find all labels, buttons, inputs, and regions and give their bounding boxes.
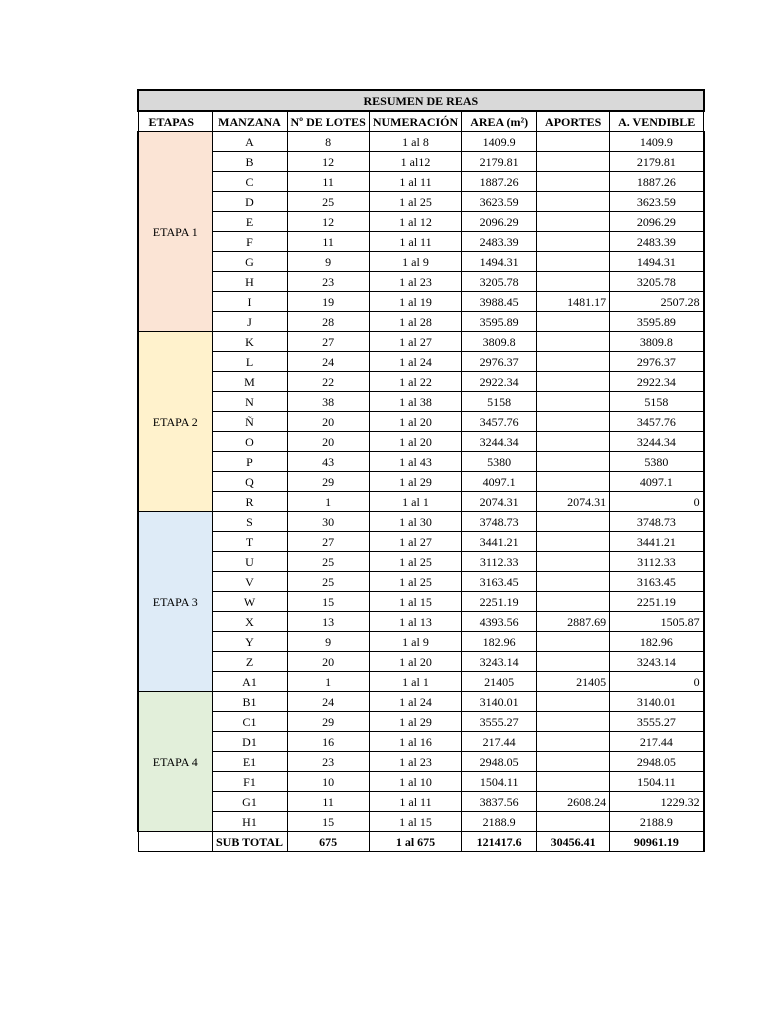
- numeracion-cell: 1 al 25: [369, 552, 461, 572]
- table-row: [138, 532, 704, 552]
- vendible-cell: 1494.31: [610, 252, 704, 272]
- manzana-cell: B: [212, 152, 287, 172]
- aportes-cell: [537, 552, 610, 572]
- lotes-cell: 25: [287, 552, 369, 572]
- vendible-cell: 0: [610, 492, 704, 512]
- numeracion-cell: 1 al 24: [369, 352, 461, 372]
- aportes-cell: [537, 132, 610, 152]
- numeracion-cell: 1 al 38: [369, 392, 461, 412]
- aportes-cell: [537, 772, 610, 792]
- subtotal-lotes: 675: [287, 832, 369, 852]
- aportes-cell: [537, 712, 610, 732]
- aportes-cell: [537, 412, 610, 432]
- aportes-cell: [537, 592, 610, 612]
- manzana-cell: I: [212, 292, 287, 312]
- stage-label: ETAPA 2: [138, 332, 212, 512]
- area-cell: 3748.73: [462, 512, 537, 532]
- aportes-cell: [537, 432, 610, 452]
- lotes-cell: 12: [287, 152, 369, 172]
- vendible-cell: 0: [610, 672, 704, 692]
- aportes-cell: [537, 232, 610, 252]
- table-row: [138, 292, 704, 312]
- lotes-cell: 28: [287, 312, 369, 332]
- area-cell: 3623.59: [462, 192, 537, 212]
- header-numeracion: NUMERACIÓN: [369, 111, 461, 132]
- table-row: [138, 732, 704, 752]
- vendible-cell: 3244.34: [610, 432, 704, 452]
- table-row: [138, 172, 704, 192]
- area-cell: 182.96: [462, 632, 537, 652]
- header-etapas: ETAPAS: [138, 111, 212, 132]
- table-row: [138, 392, 704, 412]
- vendible-cell: 217.44: [610, 732, 704, 752]
- aportes-cell: [537, 372, 610, 392]
- manzana-cell: M: [212, 372, 287, 392]
- manzana-cell: E: [212, 212, 287, 232]
- manzana-cell: E1: [212, 752, 287, 772]
- manzana-cell: F: [212, 232, 287, 252]
- table-row: [138, 412, 704, 432]
- table-row: [138, 672, 704, 692]
- table-row: [138, 312, 704, 332]
- vendible-cell: 5380: [610, 452, 704, 472]
- vendible-cell: 182.96: [610, 632, 704, 652]
- manzana-cell: B1: [212, 692, 287, 712]
- subtotal-blank: [138, 832, 212, 852]
- vendible-cell: 3243.14: [610, 652, 704, 672]
- area-cell: 2179.81: [462, 152, 537, 172]
- manzana-cell: D1: [212, 732, 287, 752]
- table-row: [138, 432, 704, 452]
- lotes-cell: 8: [287, 132, 369, 152]
- stage-label: ETAPA 3: [138, 512, 212, 692]
- aportes-cell: 1481.17: [537, 292, 610, 312]
- lotes-cell: 23: [287, 272, 369, 292]
- vendible-cell: 5158: [610, 392, 704, 412]
- aportes-cell: [537, 152, 610, 172]
- area-cell: 21405: [462, 672, 537, 692]
- numeracion-cell: 1 al 11: [369, 172, 461, 192]
- vendible-cell: 2096.29: [610, 212, 704, 232]
- lotes-cell: 9: [287, 252, 369, 272]
- area-cell: 2976.37: [462, 352, 537, 372]
- manzana-cell: V: [212, 572, 287, 592]
- table-row: [138, 252, 704, 272]
- vendible-cell: 3112.33: [610, 552, 704, 572]
- vendible-cell: 3809.8: [610, 332, 704, 352]
- lotes-cell: 15: [287, 592, 369, 612]
- subtotal-vendible: 90961.19: [610, 832, 704, 852]
- area-cell: 3112.33: [462, 552, 537, 572]
- vendible-cell: 3623.59: [610, 192, 704, 212]
- vendible-cell: 2483.39: [610, 232, 704, 252]
- vendible-cell: 2251.19: [610, 592, 704, 612]
- area-cell: 3555.27: [462, 712, 537, 732]
- lotes-cell: 22: [287, 372, 369, 392]
- vendible-cell: 4097.1: [610, 472, 704, 492]
- vendible-cell: 1504.11: [610, 772, 704, 792]
- area-cell: 3243.14: [462, 652, 537, 672]
- lotes-cell: 25: [287, 572, 369, 592]
- table-row: [138, 192, 704, 212]
- manzana-cell: Q: [212, 472, 287, 492]
- table-row: [138, 792, 704, 812]
- vendible-cell: 2179.81: [610, 152, 704, 172]
- numeracion-cell: 1 al 20: [369, 412, 461, 432]
- lotes-cell: 9: [287, 632, 369, 652]
- lotes-cell: 24: [287, 692, 369, 712]
- numeracion-cell: 1 al 25: [369, 572, 461, 592]
- aportes-cell: [537, 532, 610, 552]
- numeracion-cell: 1 al 13: [369, 612, 461, 632]
- table-row: [138, 772, 704, 792]
- aportes-cell: [537, 192, 610, 212]
- vendible-cell: 3441.21: [610, 532, 704, 552]
- lotes-cell: 27: [287, 532, 369, 552]
- aportes-cell: [537, 632, 610, 652]
- vendible-cell: 2507.28: [610, 292, 704, 312]
- aportes-cell: [537, 752, 610, 772]
- manzana-cell: O: [212, 432, 287, 452]
- area-cell: 2188.9: [462, 812, 537, 832]
- manzana-cell: N: [212, 392, 287, 412]
- area-cell: 3988.45: [462, 292, 537, 312]
- manzana-cell: W: [212, 592, 287, 612]
- lotes-cell: 1: [287, 672, 369, 692]
- area-cell: 3595.89: [462, 312, 537, 332]
- table-row: [138, 592, 704, 612]
- numeracion-cell: 1 al 28: [369, 312, 461, 332]
- aportes-cell: 21405: [537, 672, 610, 692]
- header-aportes: APORTES: [537, 111, 610, 132]
- area-cell: 3205.78: [462, 272, 537, 292]
- manzana-cell: F1: [212, 772, 287, 792]
- numeracion-cell: 1 al 27: [369, 332, 461, 352]
- manzana-cell: A: [212, 132, 287, 152]
- numeracion-cell: 1 al 8: [369, 132, 461, 152]
- aportes-cell: [537, 352, 610, 372]
- area-cell: 4393.56: [462, 612, 537, 632]
- lotes-cell: 27: [287, 332, 369, 352]
- area-cell: 2483.39: [462, 232, 537, 252]
- lotes-cell: 11: [287, 792, 369, 812]
- area-cell: 2096.29: [462, 212, 537, 232]
- manzana-cell: H1: [212, 812, 287, 832]
- table-row: [138, 612, 704, 632]
- manzana-cell: Ñ: [212, 412, 287, 432]
- numeracion-cell: 1 al 30: [369, 512, 461, 532]
- numeracion-cell: 1 al 29: [369, 712, 461, 732]
- numeracion-cell: 1 al 43: [369, 452, 461, 472]
- lotes-cell: 11: [287, 172, 369, 192]
- lotes-cell: 38: [287, 392, 369, 412]
- aportes-cell: 2074.31: [537, 492, 610, 512]
- numeracion-cell: 1 al 16: [369, 732, 461, 752]
- aportes-cell: [537, 692, 610, 712]
- numeracion-cell: 1 al 10: [369, 772, 461, 792]
- area-cell: 2922.34: [462, 372, 537, 392]
- lotes-cell: 20: [287, 432, 369, 452]
- numeracion-cell: 1 al 1: [369, 672, 461, 692]
- manzana-cell: D: [212, 192, 287, 212]
- numeracion-cell: 1 al 9: [369, 252, 461, 272]
- numeracion-cell: 1 al 1: [369, 492, 461, 512]
- area-cell: 3809.8: [462, 332, 537, 352]
- lotes-cell: 10: [287, 772, 369, 792]
- vendible-cell: 2922.34: [610, 372, 704, 392]
- areas-summary-table: [137, 89, 705, 852]
- lotes-cell: 20: [287, 412, 369, 432]
- aportes-cell: [537, 212, 610, 232]
- numeracion-cell: 1 al 19: [369, 292, 461, 312]
- vendible-cell: 2976.37: [610, 352, 704, 372]
- header-vendible: A. VENDIBLE: [610, 111, 704, 132]
- numeracion-cell: 1 al 11: [369, 792, 461, 812]
- stage-label: ETAPA 4: [138, 692, 212, 832]
- area-cell: 3163.45: [462, 572, 537, 592]
- area-cell: 1494.31: [462, 252, 537, 272]
- vendible-cell: 3555.27: [610, 712, 704, 732]
- lotes-cell: 11: [287, 232, 369, 252]
- area-cell: 5380: [462, 452, 537, 472]
- vendible-cell: 1229.32: [610, 792, 704, 812]
- aportes-cell: [537, 332, 610, 352]
- manzana-cell: R: [212, 492, 287, 512]
- numeracion-cell: 1 al 20: [369, 652, 461, 672]
- numeracion-cell: 1 al 24: [369, 692, 461, 712]
- numeracion-cell: 1 al12: [369, 152, 461, 172]
- lotes-cell: 24: [287, 352, 369, 372]
- aportes-cell: 2887.69: [537, 612, 610, 632]
- area-cell: 5158: [462, 392, 537, 412]
- numeracion-cell: 1 al 29: [369, 472, 461, 492]
- manzana-cell: P: [212, 452, 287, 472]
- table-row: [138, 152, 704, 172]
- lotes-cell: 19: [287, 292, 369, 312]
- manzana-cell: K: [212, 332, 287, 352]
- numeracion-cell: 1 al 27: [369, 532, 461, 552]
- lotes-cell: 1: [287, 492, 369, 512]
- vendible-cell: 2948.05: [610, 752, 704, 772]
- manzana-cell: H: [212, 272, 287, 292]
- subtotal-row: [138, 832, 704, 852]
- vendible-cell: 2188.9: [610, 812, 704, 832]
- area-cell: 2251.19: [462, 592, 537, 612]
- manzana-cell: C: [212, 172, 287, 192]
- table-row: [138, 232, 704, 252]
- aportes-cell: [537, 572, 610, 592]
- vendible-cell: 1505.87: [610, 612, 704, 632]
- table-row: [138, 692, 704, 712]
- manzana-cell: Z: [212, 652, 287, 672]
- lotes-cell: 30: [287, 512, 369, 532]
- table-row: [138, 372, 704, 392]
- subtotal-label: SUB TOTAL: [212, 832, 287, 852]
- numeracion-cell: 1 al 9: [369, 632, 461, 652]
- vendible-cell: 1409.9: [610, 132, 704, 152]
- area-cell: 2948.05: [462, 752, 537, 772]
- area-cell: 1409.9: [462, 132, 537, 152]
- numeracion-cell: 1 al 25: [369, 192, 461, 212]
- aportes-cell: [537, 252, 610, 272]
- numeracion-cell: 1 al 12: [369, 212, 461, 232]
- manzana-cell: U: [212, 552, 287, 572]
- manzana-cell: S: [212, 512, 287, 532]
- vendible-cell: 3748.73: [610, 512, 704, 532]
- numeracion-cell: 1 al 23: [369, 752, 461, 772]
- table-row: [138, 452, 704, 472]
- area-cell: 3244.34: [462, 432, 537, 452]
- subtotal-area: 121417.6: [462, 832, 537, 852]
- lotes-cell: 16: [287, 732, 369, 752]
- table-row: [138, 632, 704, 652]
- numeracion-cell: 1 al 22: [369, 372, 461, 392]
- aportes-cell: [537, 392, 610, 412]
- aportes-cell: [537, 272, 610, 292]
- manzana-cell: T: [212, 532, 287, 552]
- numeracion-cell: 1 al 15: [369, 812, 461, 832]
- vendible-cell: 3457.76: [610, 412, 704, 432]
- table-title: RESUMEN DE REAS: [138, 90, 704, 111]
- subtotal-aportes: 30456.41: [537, 832, 610, 852]
- area-cell: 3140.01: [462, 692, 537, 712]
- table-row: [138, 812, 704, 832]
- table-row: [138, 512, 704, 532]
- subtotal-numeracion: 1 al 675: [369, 832, 461, 852]
- table-row: [138, 552, 704, 572]
- vendible-cell: 1887.26: [610, 172, 704, 192]
- aportes-cell: [537, 472, 610, 492]
- area-cell: 2074.31: [462, 492, 537, 512]
- area-cell: 4097.1: [462, 472, 537, 492]
- header-lotes: Nº DE LOTES: [287, 111, 369, 132]
- area-cell: 1504.11: [462, 772, 537, 792]
- manzana-cell: X: [212, 612, 287, 632]
- aportes-cell: [537, 172, 610, 192]
- table-row: [138, 492, 704, 512]
- vendible-cell: 3163.45: [610, 572, 704, 592]
- aportes-cell: [537, 452, 610, 472]
- stage-label: ETAPA 1: [138, 132, 212, 332]
- vendible-cell: 3595.89: [610, 312, 704, 332]
- aportes-cell: [537, 812, 610, 832]
- lotes-cell: 12: [287, 212, 369, 232]
- table-row: [138, 132, 704, 152]
- table-row: [138, 712, 704, 732]
- lotes-cell: 29: [287, 472, 369, 492]
- area-cell: 217.44: [462, 732, 537, 752]
- table-row: [138, 652, 704, 672]
- manzana-cell: G1: [212, 792, 287, 812]
- lotes-cell: 13: [287, 612, 369, 632]
- manzana-cell: G: [212, 252, 287, 272]
- manzana-cell: C1: [212, 712, 287, 732]
- area-cell: 3441.21: [462, 532, 537, 552]
- aportes-cell: [537, 732, 610, 752]
- vendible-cell: 3205.78: [610, 272, 704, 292]
- table-row: [138, 472, 704, 492]
- aportes-cell: 2608.24: [537, 792, 610, 812]
- aportes-cell: [537, 312, 610, 332]
- table-row: [138, 212, 704, 232]
- area-cell: 3457.76: [462, 412, 537, 432]
- area-cell: 1887.26: [462, 172, 537, 192]
- table-row: [138, 332, 704, 352]
- numeracion-cell: 1 al 15: [369, 592, 461, 612]
- manzana-cell: L: [212, 352, 287, 372]
- header-area: AREA (m²): [462, 111, 537, 132]
- table-row: [138, 272, 704, 292]
- numeracion-cell: 1 al 11: [369, 232, 461, 252]
- manzana-cell: J: [212, 312, 287, 332]
- aportes-cell: [537, 652, 610, 672]
- table-row: [138, 352, 704, 372]
- lotes-cell: 43: [287, 452, 369, 472]
- lotes-cell: 15: [287, 812, 369, 832]
- table-row: [138, 752, 704, 772]
- manzana-cell: Y: [212, 632, 287, 652]
- lotes-cell: 23: [287, 752, 369, 772]
- header-manzana: MANZANA: [212, 111, 287, 132]
- numeracion-cell: 1 al 23: [369, 272, 461, 292]
- numeracion-cell: 1 al 20: [369, 432, 461, 452]
- lotes-cell: 20: [287, 652, 369, 672]
- lotes-cell: 25: [287, 192, 369, 212]
- manzana-cell: A1: [212, 672, 287, 692]
- table-row: [138, 572, 704, 592]
- aportes-cell: [537, 512, 610, 532]
- vendible-cell: 3140.01: [610, 692, 704, 712]
- area-cell: 3837.56: [462, 792, 537, 812]
- lotes-cell: 29: [287, 712, 369, 732]
